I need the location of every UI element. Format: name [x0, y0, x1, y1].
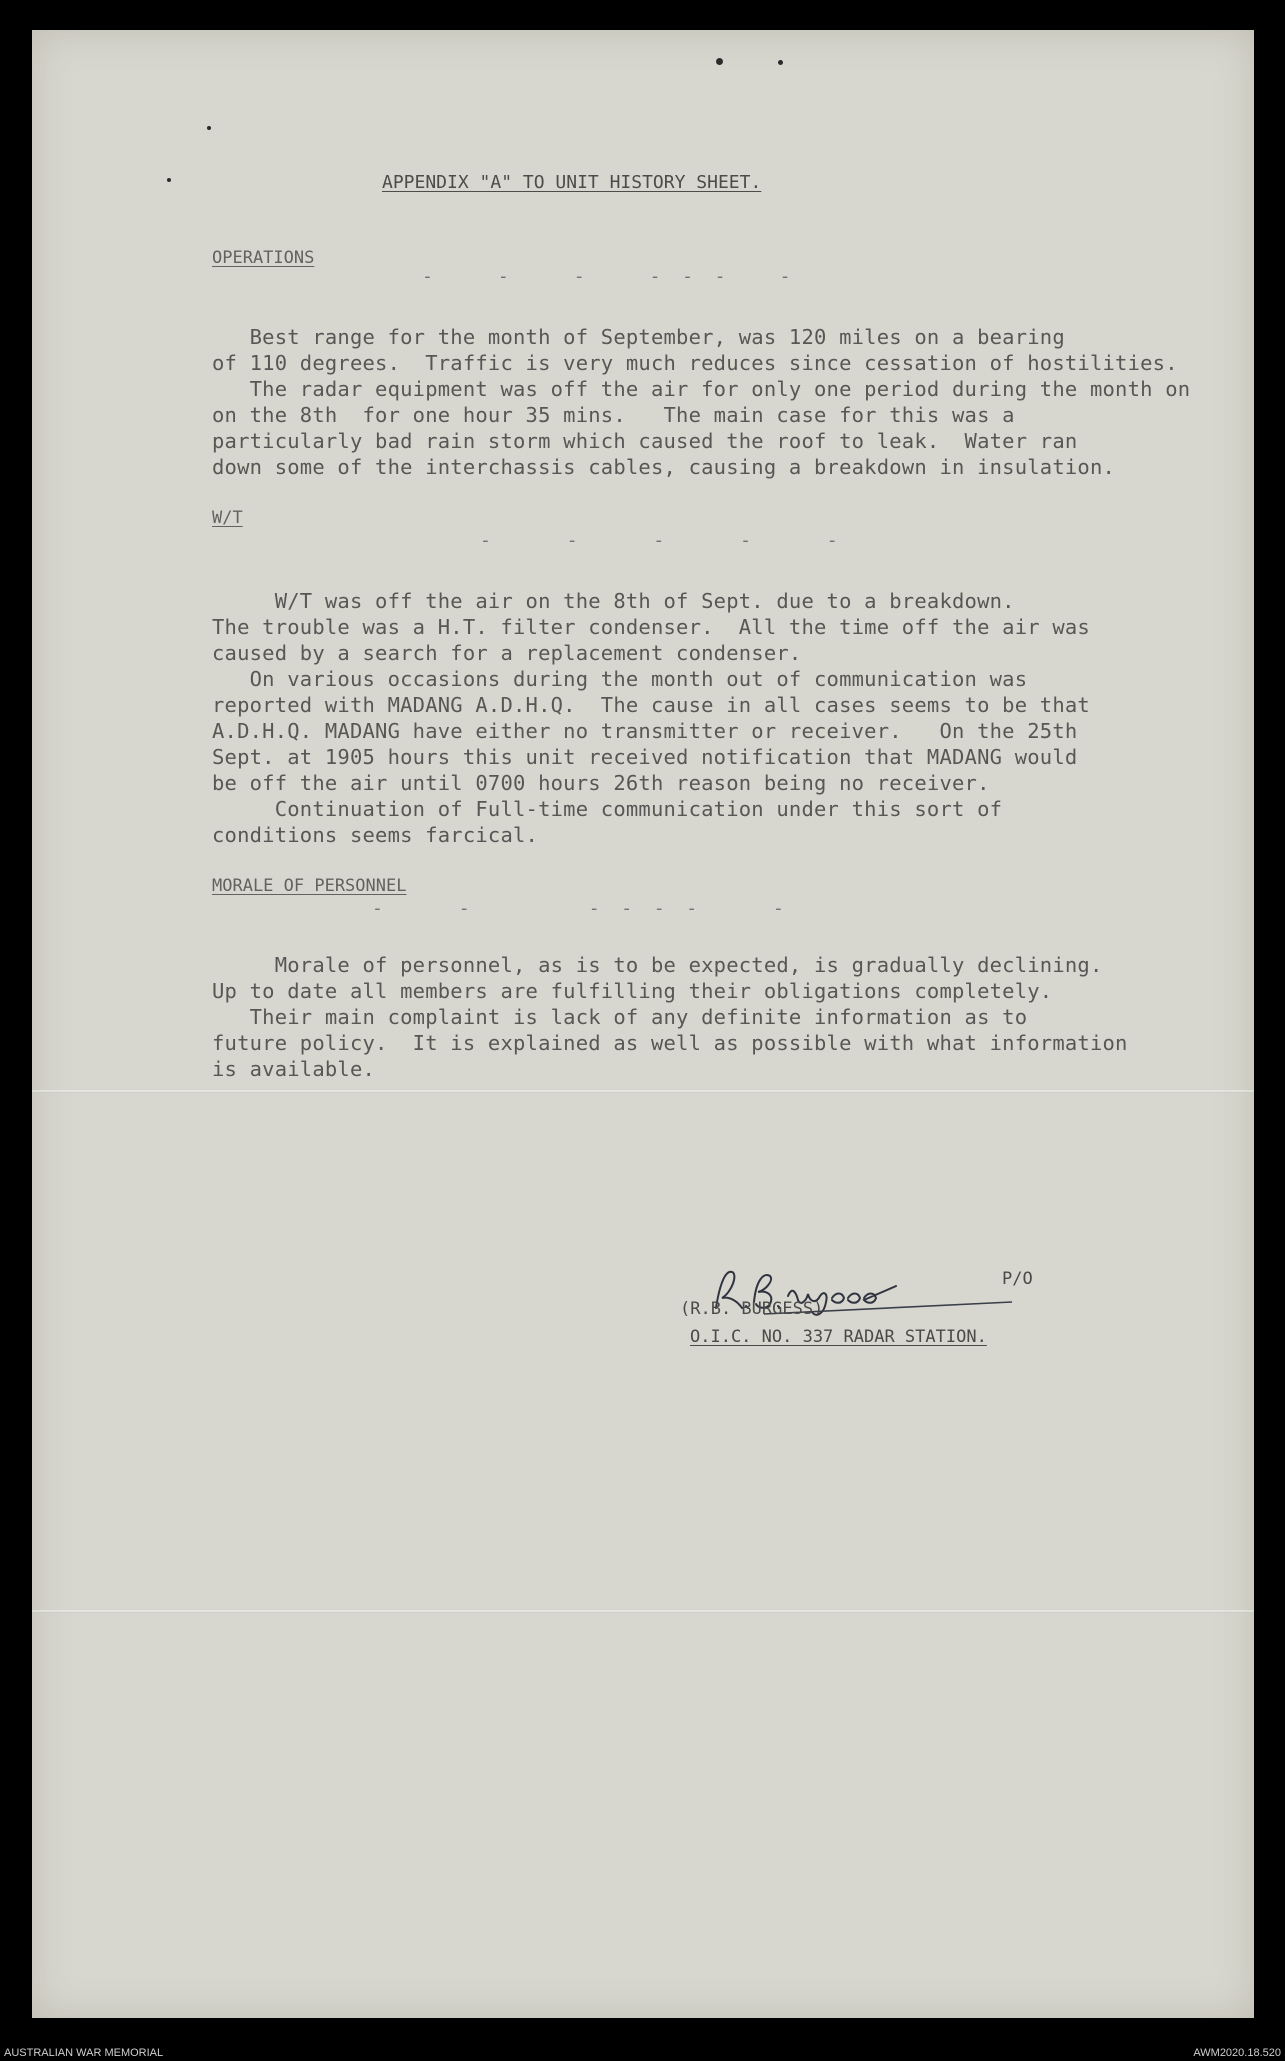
- text-line: Sept. at 1905 hours this unit received notification that MADANG would: [212, 745, 1078, 769]
- text-line: caused by a search for a replacement condenser.: [212, 641, 802, 665]
- paper-fold: [32, 1090, 1254, 1093]
- footer-left: AUSTRALIAN WAR MEMORIAL: [4, 2047, 164, 2059]
- text-line: On various occasions during the month out of communication was: [212, 667, 1028, 691]
- text-line: reported with MADANG A.D.H.Q. The cause in all cases seems to be that: [212, 693, 1090, 717]
- document-page: [32, 30, 1254, 2018]
- morale-paragraph: [212, 926, 1128, 1082]
- document-title: APPENDIX "A" TO UNIT HISTORY SHEET.: [382, 172, 762, 193]
- signature-rank: P/O: [1002, 1269, 1033, 1289]
- text-line: of 110 degrees. Traffic is very much reduces since cessation of hostilities.: [212, 351, 1178, 375]
- text-line: conditions seems farcical.: [212, 823, 539, 847]
- text-line: Their main complaint is lack of any definite information as to: [212, 1005, 1028, 1029]
- paper-mark: [778, 60, 783, 65]
- text-line: on the 8th for one hour 35 mins. The main case for this was a: [212, 403, 1015, 427]
- text-line: Morale of personnel, as is to be expected, is gradually declining.: [212, 953, 1103, 977]
- text-line: Continuation of Full-time communication under this sort of: [212, 797, 1003, 821]
- operations-paragraph: [212, 298, 1190, 480]
- morale-heading: MORALE OF PERSONNEL: [212, 876, 407, 896]
- text-line: W/T was off the air on the 8th of Sept. due to a breakdown.: [212, 589, 1015, 613]
- paper-mark: [167, 178, 171, 182]
- text-line: Up to date all members are fulfilling their obligations completely.: [212, 979, 1053, 1003]
- text-line: future policy. It is explained as well as possible with what information: [212, 1031, 1128, 1055]
- morale-dashes: - - - - - - -: [372, 898, 784, 919]
- wt-dashes: - - - - -: [480, 530, 838, 551]
- signature-name: (R.B. BURGESS): [680, 1299, 824, 1319]
- text-line: be off the air until 0700 hours 26th reason being no receiver.: [212, 771, 990, 795]
- wt-paragraph: [212, 562, 1090, 848]
- footer-right: AWM2020.18.520: [1193, 2047, 1281, 2059]
- text-line: down some of the interchassis cables, causing a breakdown in insulation.: [212, 455, 1116, 479]
- text-line: The radar equipment was off the air for only one period during the month on: [212, 377, 1191, 401]
- signature-position: O.I.C. NO. 337 RADAR STATION.: [690, 1327, 987, 1347]
- wt-heading: W/T: [212, 508, 243, 528]
- text-line: particularly bad rain storm which caused the roof to leak. Water ran: [212, 429, 1078, 453]
- paper-mark: [207, 126, 211, 130]
- text-line: is available.: [212, 1057, 376, 1081]
- text-line: The trouble was a H.T. filter condenser. All the time off the air was: [212, 615, 1090, 639]
- operations-dashes: - - - - - - -: [422, 266, 791, 287]
- paper-fold: [32, 1610, 1254, 1613]
- operations-heading: OPERATIONS: [212, 248, 315, 268]
- text-line: A.D.H.Q. MADANG have either no transmitter or receiver. On the 25th: [212, 719, 1078, 743]
- paper-mark: [716, 58, 723, 65]
- text-line: Best range for the month of September, was 120 miles on a bearing: [212, 325, 1065, 349]
